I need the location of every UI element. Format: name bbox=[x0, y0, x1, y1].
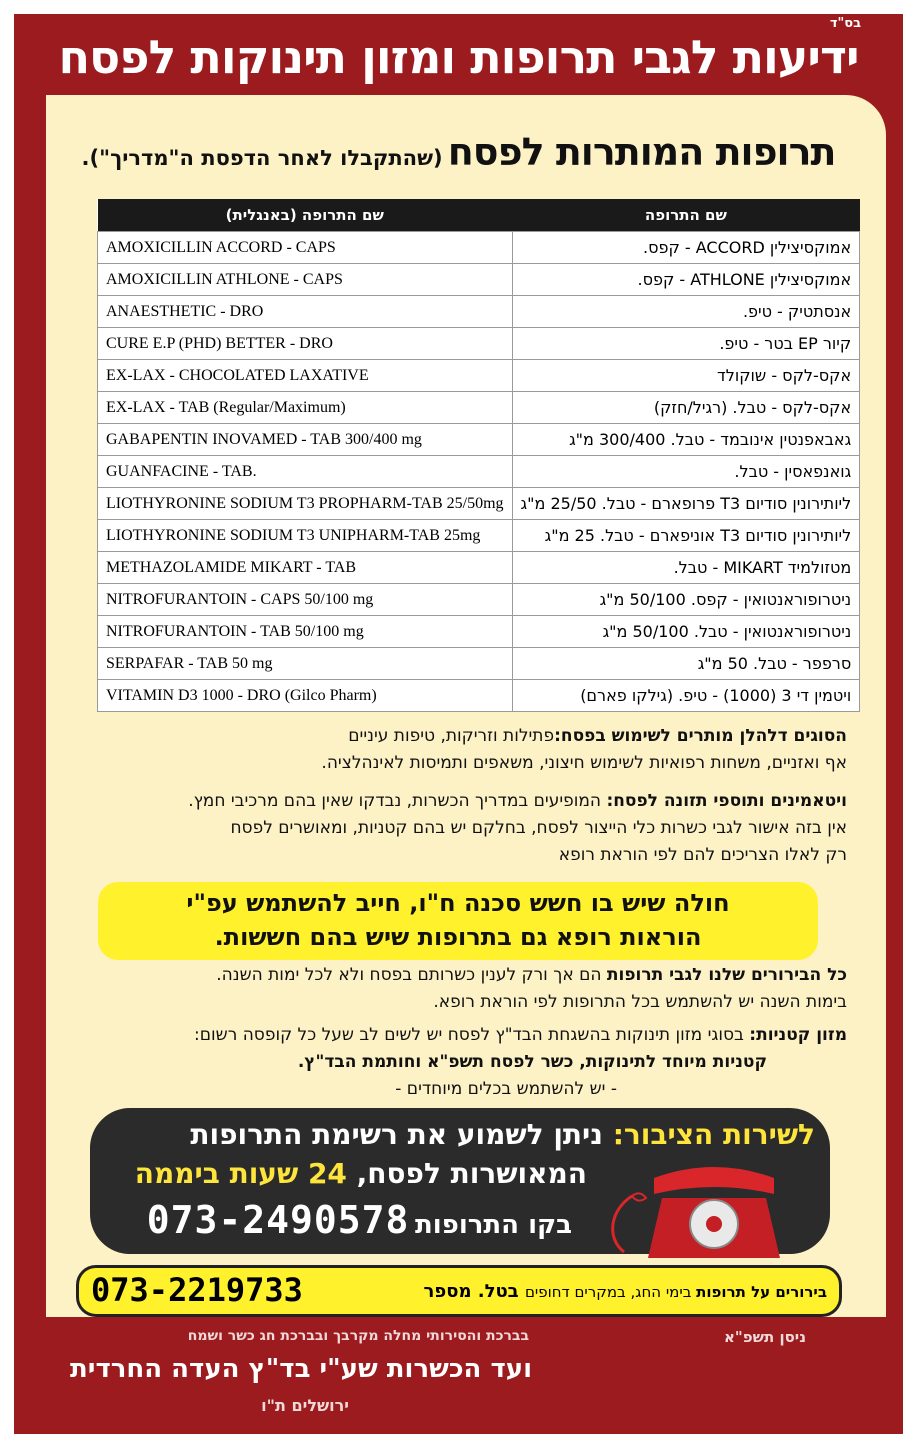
table-row bbox=[98, 680, 860, 712]
allowed-line-2: אף ואזניים, משחות רפואיות לשימוש חיצוני, משאפים ותמיסות לאינהלציה. bbox=[321, 753, 847, 773]
service-line-2 bbox=[135, 1157, 587, 1190]
medicine-hebrew-name: קיור EP בטר - טיפ. bbox=[512, 328, 860, 360]
medicine-english-name: ANAESTHETIC - DRO bbox=[98, 296, 513, 328]
warning-line-1: חולה שיש בו חשש סכנה ח"ו, חייב להשתמש עפ"י bbox=[186, 889, 730, 917]
medicine-hebrew-name: מטזולמיד MIKART - טבל. bbox=[512, 552, 860, 584]
hotline-phone-number[interactable]: 073-2219733 bbox=[91, 1271, 303, 1309]
baby-line-2: קטניות מיוחד לתינוקות, כשר לפסח תשפ"א וחותמת הבד"ץ. bbox=[297, 1052, 767, 1072]
warning-line-2: הוראות רופא גם בתרופות שיש בהם חששות. bbox=[214, 923, 702, 951]
baby-text-1: בסוגי מזון תינוקות בהשגחת הבד"ץ לפסח יש לשים לב שעל כל קופסה רשום: bbox=[194, 1025, 750, 1045]
medicine-hebrew-name: אקס-לקס - טבל. (רגיל/חזק) bbox=[512, 392, 860, 424]
hotline-text-c: בטל. מספר bbox=[423, 1281, 525, 1302]
baby-label: מזון קטניות: bbox=[749, 1025, 847, 1045]
medicine-english-name: NITROFURANTOIN - TAB 50/100 mg bbox=[98, 616, 513, 648]
medicine-hebrew-name: אנסתטיק - טיפ. bbox=[512, 296, 860, 328]
red-telephone-icon bbox=[604, 1160, 789, 1265]
danger-warning-box bbox=[98, 882, 818, 960]
table-row bbox=[98, 424, 860, 456]
medicine-english-name: METHAZOLAMIDE MIKART - TAB bbox=[98, 552, 513, 584]
medicine-english-name: AMOXICILLIN ACCORD - CAPS bbox=[98, 232, 513, 264]
column-english-name: שם התרופה (באנגלית) bbox=[98, 199, 513, 232]
vitamins-line-2: אין בזה אישור לגבי כשרות כלי הייצור לפסח, בחלקם יש בהם קטניות, ומאושרים לפסח bbox=[230, 818, 847, 838]
table-row bbox=[98, 232, 860, 264]
medicine-english-name: EX-LAX - TAB (Regular/Maximum) bbox=[98, 392, 513, 424]
table-row bbox=[98, 648, 860, 680]
table-row bbox=[98, 584, 860, 616]
medicine-english-name: CURE E.P (PHD) BETTER - DRO bbox=[98, 328, 513, 360]
medicine-hebrew-name: גואנפאסין - טבל. bbox=[512, 456, 860, 488]
medicine-hebrew-name: סרפפר - טבל. 50 מ"ג bbox=[512, 648, 860, 680]
baby-line-3: - יש להשתמש בכלים מיוחדים - bbox=[395, 1079, 617, 1099]
medicine-hebrew-name: גאבאפנטין אינובמד - טבל. 300/400 מ"ג bbox=[512, 424, 860, 456]
hotline-text-bold: תרופות bbox=[696, 1283, 746, 1301]
service-text-2b: 24 שעות ביממה bbox=[134, 1157, 357, 1190]
hotline-text bbox=[424, 1281, 827, 1302]
service-phone-number[interactable]: 073-2490578 bbox=[146, 1198, 410, 1242]
medicine-english-name: NITROFURANTOIN - CAPS 50/100 mg bbox=[98, 584, 513, 616]
baby-line-1 bbox=[70, 1022, 847, 1049]
checks-line-1 bbox=[70, 962, 847, 989]
service-line-3 bbox=[147, 1198, 572, 1242]
vitamins-line-3: רק לאלו הצריכים להם לפי הוראת רופא bbox=[558, 845, 847, 865]
medicine-hebrew-name: אמוקסיצילין ATHLONE - קפס. bbox=[512, 264, 860, 296]
column-hebrew-name: שם התרופה bbox=[512, 199, 860, 232]
section-title bbox=[20, 130, 897, 174]
vitamins-note bbox=[70, 788, 847, 869]
medicine-hebrew-name: ליותירונין סודיום T3 פרופארם - טבל. 25/50 מ"ג bbox=[512, 488, 860, 520]
baby-food-note bbox=[70, 1022, 847, 1103]
holiday-hotline-bar bbox=[76, 1265, 842, 1317]
table-row bbox=[98, 488, 860, 520]
medicine-hebrew-name: ליותירונין סודיום T3 אוניפארם - טבל. 25 מ"ג bbox=[512, 520, 860, 552]
medicine-english-name: LIOTHYRONINE SODIUM T3 UNIPHARM-TAB 25mg bbox=[98, 520, 513, 552]
table-row bbox=[98, 520, 860, 552]
medicine-hebrew-name: ניטרופוראנטואין - קפס. 50/100 מ"ג bbox=[512, 584, 860, 616]
medicine-table bbox=[97, 199, 860, 712]
table-row bbox=[98, 456, 860, 488]
service-text-1: ניתן לשמוע את רשימת התרופות bbox=[190, 1118, 613, 1151]
allowed-text-1: פתילות וזריקות, טיפות עיניים bbox=[348, 726, 555, 746]
main-title: ידיעות לגבי תרופות ומזון תינוקות לפסח bbox=[58, 30, 859, 84]
medicine-english-name: VITAMIN D3 1000 - DRO (Gilco Pharm) bbox=[98, 680, 513, 712]
medicine-hebrew-name: ניטרופוראנטואין - טבל. 50/100 מ"ג bbox=[512, 616, 860, 648]
section-title-main: תרופות המותרות לפסח bbox=[447, 130, 836, 174]
medicine-english-name: GABAPENTIN INOVAMED - TAB 300/400 mg bbox=[98, 424, 513, 456]
allowed-line-1 bbox=[70, 723, 847, 750]
allowed-types-note bbox=[70, 723, 847, 777]
table-header-row bbox=[98, 199, 860, 232]
medicine-english-name: EX-LAX - CHOCOLATED LAXATIVE bbox=[98, 360, 513, 392]
vitamins-text-1: המופיעים במדריך הכשרות, נבדקו שאין בהם מרכיבי חמץ. bbox=[188, 791, 607, 811]
table-row bbox=[98, 296, 860, 328]
allowed-label: הסוגים דלהלן מותרים לשימוש בפסח: bbox=[554, 726, 847, 746]
footer-date: ניסן תשפ"א bbox=[724, 1328, 807, 1346]
table-row bbox=[98, 328, 860, 360]
table-row bbox=[98, 360, 860, 392]
checks-text-1: הם אך ורק לענין כשרותם בפסח ולא לכל ימות השנה. bbox=[216, 965, 607, 985]
service-hotline-label: בקו התרופות bbox=[415, 1210, 572, 1240]
table-row bbox=[98, 392, 860, 424]
table-row bbox=[98, 264, 860, 296]
checks-label: כל הבירורים שלנו לגבי תרופות bbox=[606, 965, 847, 985]
checks-line-2: בימות השנה יש להשתמש בכל התרופות לפי הוראת רופא. bbox=[433, 992, 847, 1012]
medicine-hebrew-name: אקס-לקס - שוקולד bbox=[512, 360, 860, 392]
service-text-2a: המאושרות לפסח, bbox=[356, 1157, 587, 1190]
table-row bbox=[98, 552, 860, 584]
medicine-english-name: LIOTHYRONINE SODIUM T3 PROPHARM-TAB 25/50mg bbox=[98, 488, 513, 520]
footer-city: ירושלים ת"ו bbox=[261, 1396, 349, 1415]
medicine-hebrew-name: אמוקסיצילין ACCORD - קפס. bbox=[512, 232, 860, 264]
medicine-english-name: AMOXICILLIN ATHLONE - CAPS bbox=[98, 264, 513, 296]
bsd-mark: בס"ד bbox=[829, 16, 861, 31]
service-line-1 bbox=[190, 1118, 815, 1151]
vitamins-line-1 bbox=[70, 788, 847, 815]
hotline-text-a: בירורים על bbox=[745, 1283, 827, 1301]
medicine-hebrew-name: ויטמין די 3 (1000) - טיפ. (גילקו פארם) bbox=[512, 680, 860, 712]
hotline-text-b: בימי החג, במקרים דחופים bbox=[524, 1283, 697, 1301]
checks-note bbox=[70, 962, 847, 1016]
service-label: לשירות הציבור: bbox=[612, 1118, 815, 1151]
table-row bbox=[98, 616, 860, 648]
medicine-english-name: GUANFACINE - TAB. bbox=[98, 456, 513, 488]
vitamins-label: ויטאמינים ותוספי תזונה לפסח: bbox=[606, 791, 847, 811]
footer-organization: ועד הכשרות שע"י בד"ץ העדה החרדית bbox=[70, 1354, 532, 1384]
section-title-note: (שהתקבלו לאחר הדפסת ה"מדריך"). bbox=[81, 146, 443, 170]
footer-blessing: בברכת והסירותי מחלה מקרבך ובברכת חג כשר ושמח bbox=[187, 1328, 529, 1344]
medicine-english-name: SERPAFAR - TAB 50 mg bbox=[98, 648, 513, 680]
